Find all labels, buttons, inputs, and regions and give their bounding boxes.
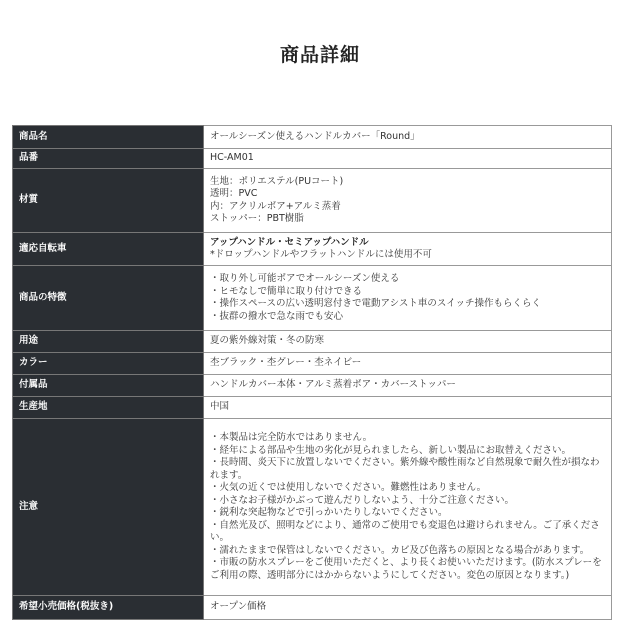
spec-value <box>204 233 612 266</box>
spec-label: 希望小売価格(税抜き) <box>13 596 204 620</box>
spec-value-line: ・市販の防水スプレーをご使用いただくと、より長くお使いいただけます。(防水スプレーをご利用の際、透明部分にはかからないようにしてください。変色の原因となります。) <box>210 557 602 581</box>
spec-row <box>13 375 612 397</box>
spec-value-line: ・操作スペースの広い透明窓付きで電動アシスト車のスイッチ操作もらくらく <box>210 298 541 309</box>
spec-value-line: ・抜群の撥水で急な雨でも安心 <box>210 310 344 322</box>
spec-value-line: ・火気の近くでは使用しないでください。難燃性はありません。 <box>210 482 487 493</box>
spec-value-line: 内：アクリルボア+アルミ蒸着 <box>210 200 341 212</box>
spec-value-line: ハンドルカバー本体・アルミ蒸着ボア・カバーストッパー <box>210 379 456 391</box>
spec-value-line: アップハンドル・セミアップハンドル <box>210 236 369 248</box>
spec-value-line: ・ヒモなしで簡単に取り付けできる <box>210 285 363 297</box>
spec-value-line: オープン価格 <box>210 601 267 613</box>
spec-row <box>13 233 612 266</box>
spec-value <box>204 596 612 620</box>
spec-row <box>13 266 612 331</box>
spec-value <box>204 266 612 331</box>
spec-label: カラー <box>13 353 204 375</box>
spec-value <box>204 331 612 353</box>
spec-value-line: オールシーズン使えるハンドルカバー「Round」 <box>210 130 420 142</box>
spec-label: 生産地 <box>13 397 204 419</box>
product-spec-table <box>12 125 612 620</box>
spec-value-line: ・濡れたままで保管はしないでください。カビ及び色落ちの原因となる場合があります。 <box>210 544 590 556</box>
spec-value-line: ・自然光及び、照明などにより、通常のご使用でも変退色は避けられません。ご了承ください。 <box>210 519 600 543</box>
spec-label: 適応自転車 <box>13 233 204 266</box>
spec-row <box>13 149 612 169</box>
spec-value-line: ・鋭利な突起物などで引っかいたりしないでください。 <box>210 507 448 518</box>
spec-value-line: 生地：ポリエステル(PUコート) <box>210 175 344 187</box>
spec-value <box>204 375 612 397</box>
spec-row <box>13 331 612 353</box>
spec-row <box>13 596 612 620</box>
spec-label: 材質 <box>13 169 204 233</box>
spec-value <box>204 169 612 233</box>
spec-label: 付属品 <box>13 375 204 397</box>
spec-row <box>13 126 612 149</box>
spec-value-line: ストッパー：PBT樹脂 <box>210 213 304 224</box>
spec-label: 品番 <box>13 149 204 169</box>
spec-value-line: HC-AM01 <box>210 152 254 164</box>
spec-value-line: ・本製品は完全防水ではありません。 <box>210 432 373 443</box>
spec-value <box>204 397 612 419</box>
spec-value-line: 夏の紫外線対策・冬の防寒 <box>210 335 325 347</box>
spec-row <box>13 353 612 375</box>
spec-value-line: 杢ブラック・杢グレー・杢ネイビー <box>210 357 362 369</box>
spec-value-line: 透明：PVC <box>210 188 258 199</box>
spec-row <box>13 419 612 596</box>
spec-value <box>204 419 612 596</box>
spec-row <box>13 397 612 419</box>
spec-label: 商品名 <box>13 126 204 149</box>
spec-value <box>204 353 612 375</box>
spec-value-line: *ドロップハンドルやフラットハンドルには使用不可 <box>210 249 432 260</box>
spec-value <box>204 149 612 169</box>
spec-label: 注意 <box>13 419 204 596</box>
spec-value-line: ・取り外し可能ボアでオールシーズン使える <box>210 273 400 284</box>
page-title: 商品詳細 <box>279 44 360 66</box>
spec-value-line: ・小さなお子様がかぶって遊んだりしないよう、十分ご注意ください。 <box>210 494 515 506</box>
spec-value <box>204 126 612 149</box>
spec-row <box>13 169 612 233</box>
spec-label: 用途 <box>13 331 204 353</box>
spec-value-line: ・長時間、炎天下に放置しないでください。紫外線や酸性雨など自然現象で耐久性が損なわれます。 <box>210 457 600 481</box>
spec-label: 商品の特徴 <box>13 266 204 331</box>
spec-value-line: 中国 <box>210 401 230 413</box>
spec-value-line: ・経年による部品や生地の劣化が見られましたら、新しい製品にお取替えください。 <box>210 444 572 456</box>
